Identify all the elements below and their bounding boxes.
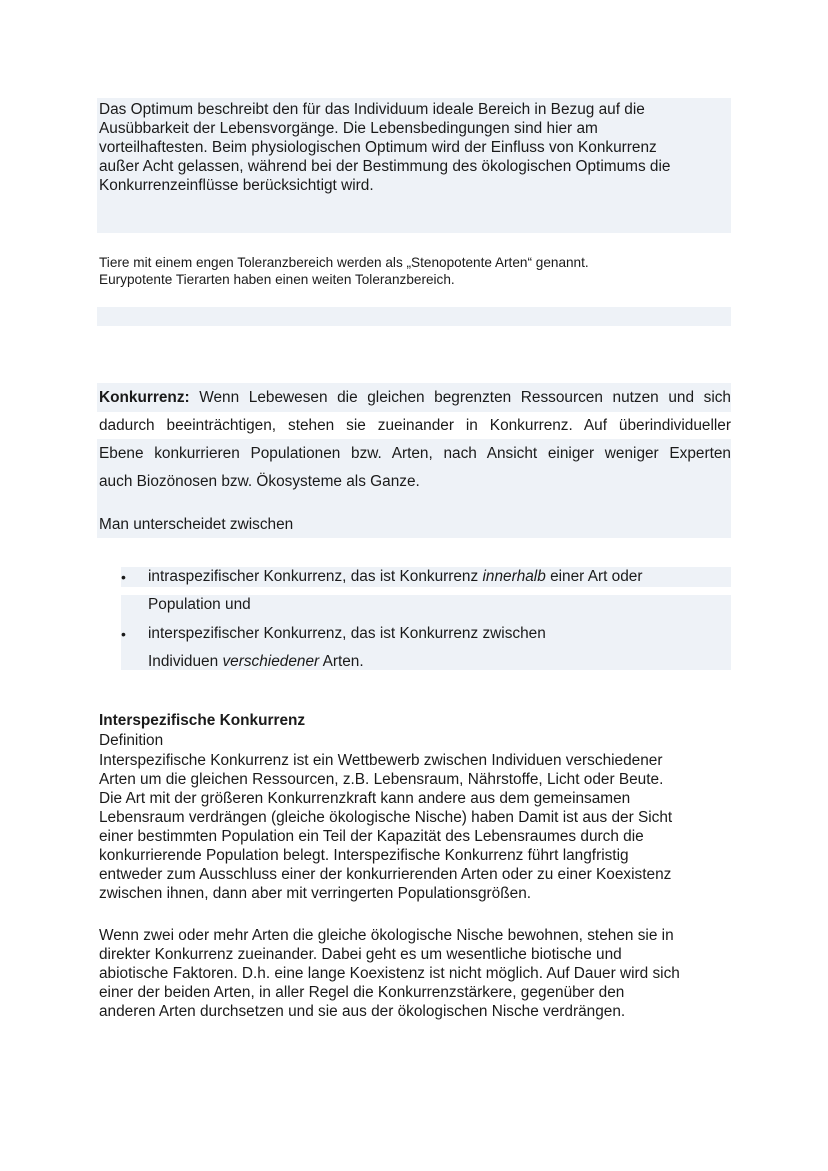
toleranz-paragraph [97, 254, 733, 288]
bullet-icon: • [121, 626, 126, 642]
text-line: zwischen ihnen, dann aber mit verringerten Populationsgrößen. [99, 885, 532, 902]
text-line: Arten um die gleichen Ressourcen, z.B. Lebensraum, Nährstoffe, Licht oder Beute. [99, 771, 664, 788]
text-line: konkurrierende Population belegt. Interspezifische Konkurrenz führt langfristig [99, 847, 629, 864]
list-item-continuation: Population und [148, 596, 251, 613]
text-line: entweder zum Ausschluss einer der konkurrierenden Arten oder zu einer Koexistenz [99, 866, 672, 883]
bullet-icon: • [121, 569, 126, 585]
text-span: Wenn Lebewesen die gleichen begrenzten Ressourcen nutzen und sich [189, 389, 731, 406]
konkurrenz-line: auch Biozönosen bzw. Ökosysteme als Ganze. [97, 467, 731, 496]
konkurrenz-line: dadurch beeinträchtigen, stehen sie zueinander in Konkurrenz. Auf überindividueller [99, 417, 731, 434]
definition-paragraph [97, 751, 733, 903]
text-span: intraspezifischer Konkurrenz, das ist Konkurrenz [148, 568, 483, 585]
text-span: Arten. [319, 653, 364, 670]
emphasis: verschiedener [222, 653, 320, 670]
text-span: einer Art oder [545, 568, 643, 585]
list-item: interspezifischer Konkurrenz, das ist Konkurrenz zwischen [148, 625, 546, 642]
text-line: abiotische Faktoren. D.h. eine lange Koexistenz ist nicht möglich. Auf Dauer wird sich [99, 965, 680, 982]
konkurrenz-line: Ebene konkurrieren Populationen bzw. Arten, nach Ansicht einiger weniger Experten [97, 439, 731, 468]
text-line: vorteilhaftesten. Beim physiologischen Optimum wird der Einfluss von Konkurrenz [99, 139, 657, 156]
text-line: Das Optimum beschreibt den für das Individuum ideale Bereich in Bezug auf die [99, 101, 645, 118]
text-line: einer der beiden Arten, in aller Regel die Konkurrenzstärkere, gegenüber den [99, 984, 625, 1001]
text-line: Die Art mit der größeren Konkurrenzkraft kann andere aus dem gemeinsamen [99, 790, 631, 807]
text-line: Tiere mit einem engen Toleranzbereich werden als „Stenopotente Arten“ genannt. [99, 255, 589, 270]
list-item-continuation [148, 652, 364, 672]
text-line: Interspezifische Konkurrenz ist ein Wettbewerb zwischen Individuen verschiedener [99, 752, 663, 769]
nische-paragraph [97, 926, 733, 1021]
optimum-paragraph [97, 98, 731, 233]
emphasis: innerhalb [482, 568, 546, 585]
text-line: anderen Arten durchsetzen und sie aus der ökologischen Nische verdrängen. [99, 1003, 626, 1020]
konkurrenz-line [97, 383, 731, 412]
list-item [148, 567, 642, 587]
text-line: außer Acht gelassen, während bei der Bestimmung des ökologischen Optimums die [99, 158, 671, 175]
shaded-band [97, 307, 731, 326]
konkurrenz-term: Konkurrenz: [99, 389, 190, 406]
konkurrenz-intro: Man unterscheidet zwischen [99, 516, 294, 533]
text-line: Eurypotente Tierarten haben einen weiten Toleranzbereich. [99, 272, 455, 287]
text-line: Wenn zwei oder mehr Arten die gleiche ökologische Nische bewohnen, stehen sie in [99, 927, 674, 944]
text-line: Konkurrenzeinflüsse berücksichtigt wird. [99, 177, 374, 194]
text-span: Individuen [148, 653, 223, 670]
text-line: einer bestimmten Population ein Teil der Kapazität des Lebensraumes durch die [99, 828, 644, 845]
text-line: Ausübbarkeit der Lebensvorgänge. Die Lebensbedingungen sind hier am [99, 120, 598, 137]
section-subheading: Definition [99, 732, 164, 749]
text-line: Lebensraum verdrängen (gleiche ökologische Nische) haben Damit ist aus der Sicht [99, 809, 673, 826]
text-line: direkter Konkurrenz zueinander. Dabei geht es um wesentliche biotische und [99, 946, 622, 963]
section-heading: Interspezifische Konkurrenz [99, 712, 306, 729]
